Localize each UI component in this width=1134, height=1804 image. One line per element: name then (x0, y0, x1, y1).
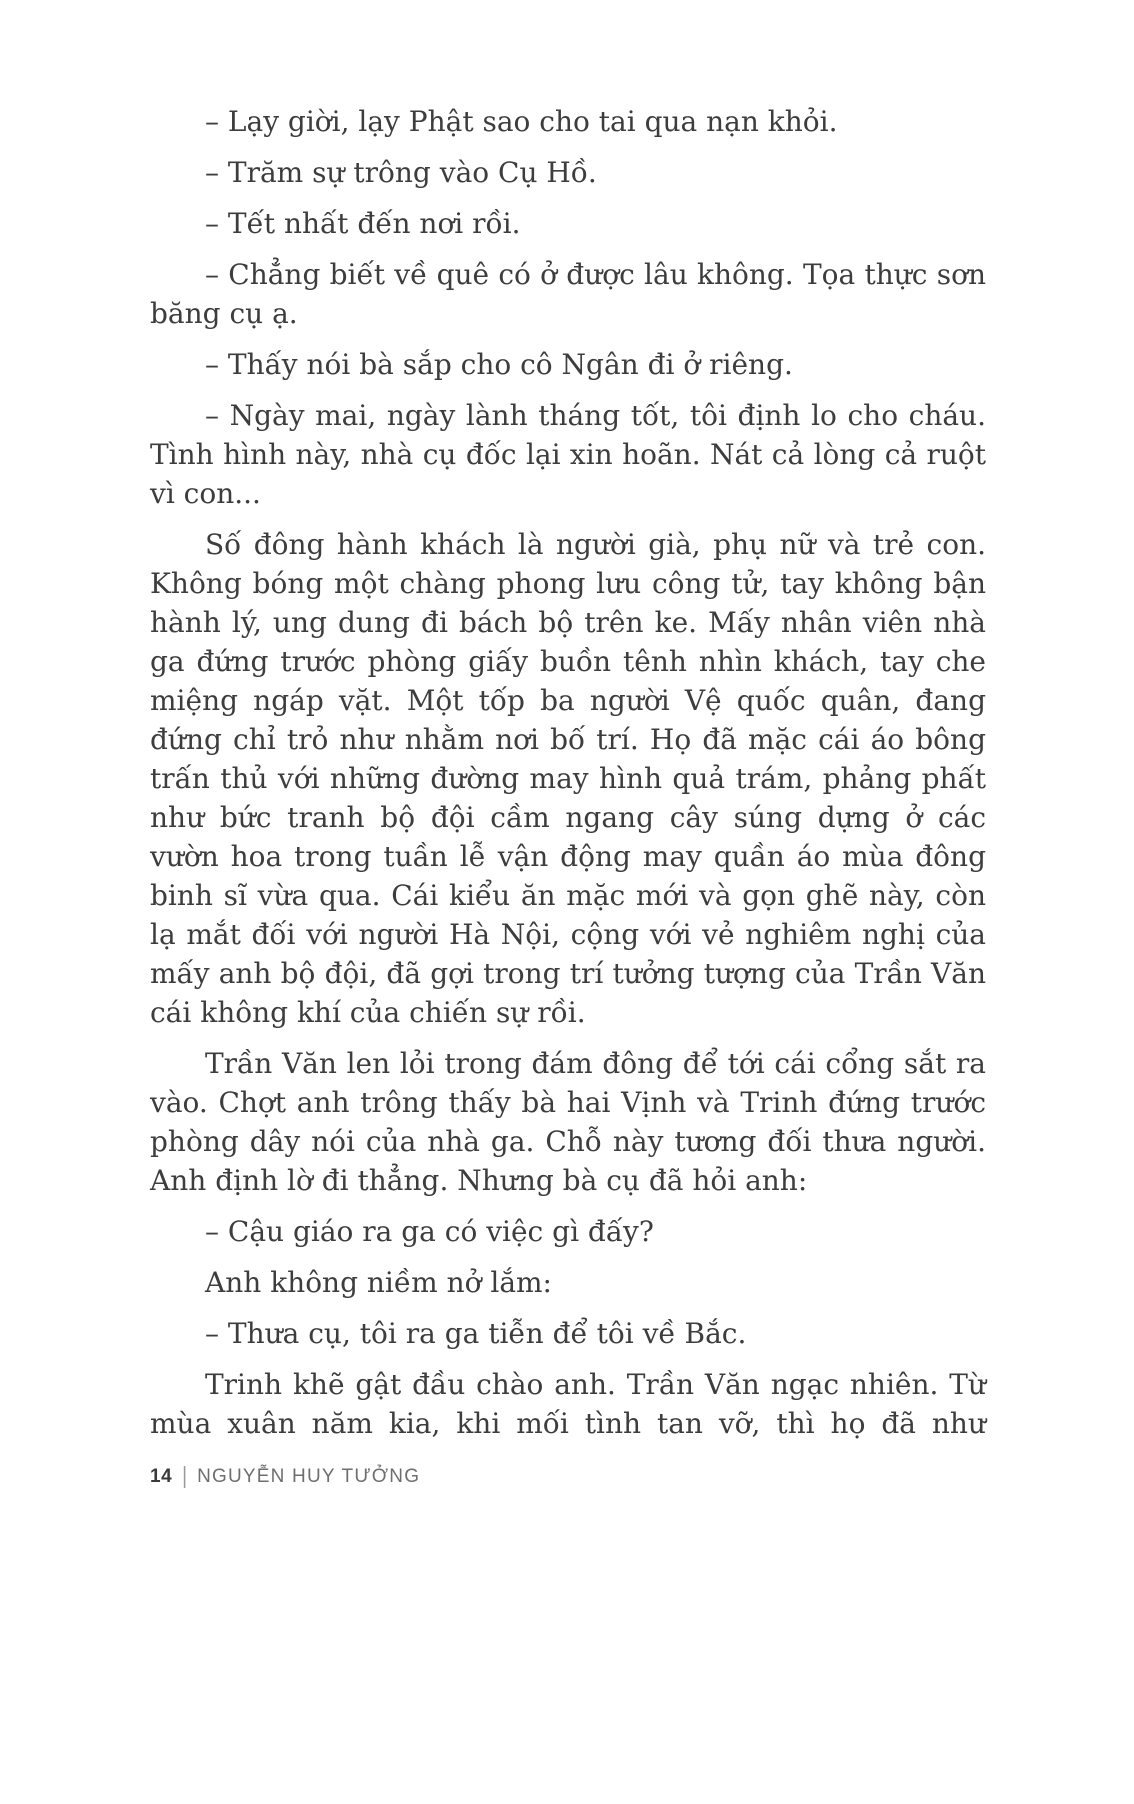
paragraph: – Lạy giời, lạy Phật sao cho tai qua nạn khỏi. (205, 105, 838, 138)
paragraph: – Tết nhất đến nơi rồi. (205, 207, 521, 240)
author-name: NGUYỄN HUY TƯỞNG (197, 1466, 421, 1487)
paragraph: – Thưa cụ, tôi ra ga tiễn để tôi về Bắc. (205, 1317, 747, 1350)
paragraph: – Chẳng biết về quê có ở được lâu không. Tọa thực sơn băng cụ ạ. (150, 258, 986, 330)
paragraph: Trần Văn len lỏi trong đám đông để tới cái cổng sắt ra vào. Chợt anh trông thấy bà hai Vịnh và Trinh đứng trước phòng dây nói của nhà ga. Chỗ này tương đối thưa người. Anh định lờ đi thẳng. Nhưng bà cụ đã hỏi anh: (150, 1047, 986, 1197)
paragraph: – Ngày mai, ngày lành tháng tốt, tôi định lo cho cháu. Tình hình này, nhà cụ đốc lại xin hoãn. Nát cả lòng cả ruột vì con... (150, 399, 986, 510)
paragraph: Số đông hành khách là người già, phụ nữ và trẻ con. Không bóng một chàng phong lưu công tử, tay không bận hành lý, ung dung đi bách bộ trên ke. Mấy nhân viên nhà ga đứng trước phòng giấy buồn tênh nhìn khách, tay che miệng ngáp vặt. Một tốp ba người Vệ quốc quân, đang đứng chỉ trỏ như nhằm nơi bố trí. Họ đã mặc cái áo bông trấn thủ với những đường may hình quả trám, phảng phất như bức tranh bộ đội cầm ngang cây súng dựng ở các vườn hoa trong tuần lễ vận động may quần áo mùa đông binh sĩ vừa qua. Cái kiểu ăn mặc mới và gọn ghẽ này, còn lạ mắt đối với người Hà Nội, cộng với vẻ nghiêm nghị của mấy anh bộ đội, đã gợi trong trí tưởng tượng của Trần Văn cái không khí của chiến sự rồi. (150, 528, 986, 1029)
page-text (150, 102, 986, 1455)
paragraph: – Trăm sự trông vào Cụ Hồ. (205, 156, 597, 189)
paragraph: Anh không niềm nở lắm: (205, 1266, 552, 1299)
page-number: 14 (150, 1466, 173, 1487)
paragraph: – Cậu giáo ra ga có việc gì đấy? (205, 1215, 654, 1248)
paragraph: – Thấy nói bà sắp cho cô Ngân đi ở riêng. (205, 348, 793, 381)
paragraph: Trinh khẽ gật đầu chào anh. Trần Văn ngạc nhiên. Từ mùa xuân năm kia, khi mối tình tan vỡ, thì họ đã như (150, 1368, 986, 1440)
footer-divider: | (182, 1463, 188, 1489)
page-footer (150, 1463, 421, 1489)
